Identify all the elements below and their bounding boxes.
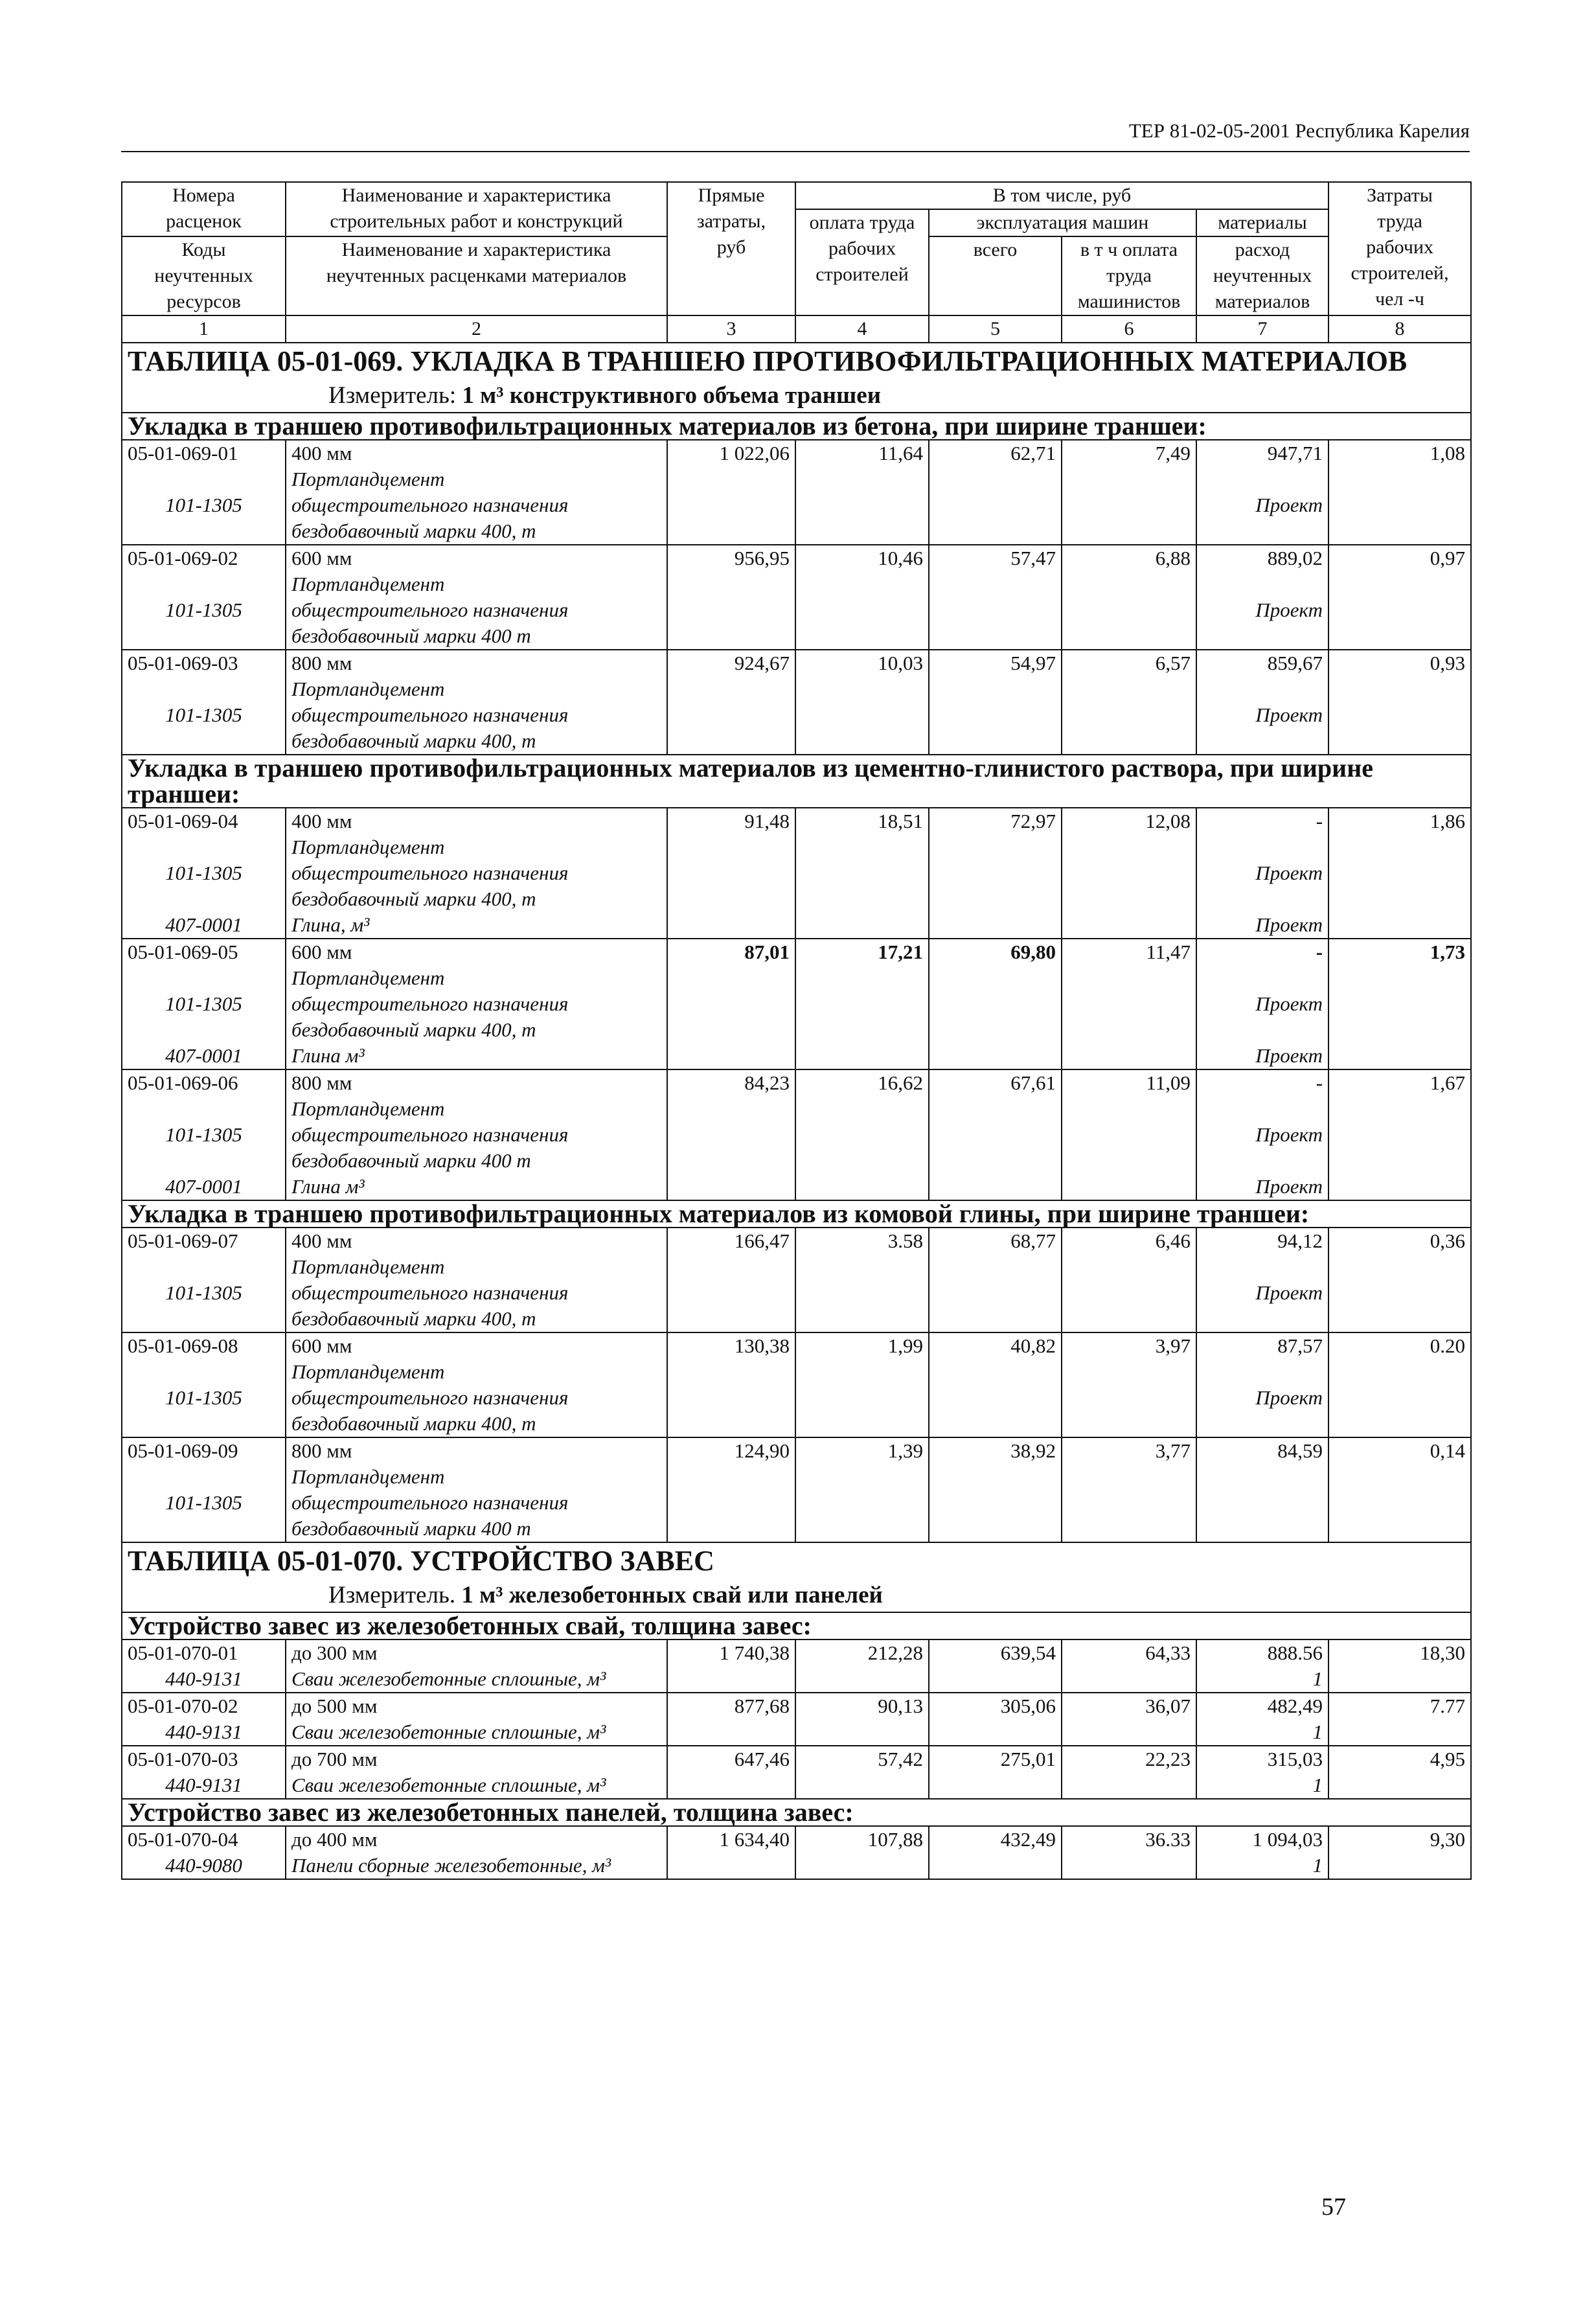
machines-cell: 72,97 [929, 808, 1062, 939]
machines-cell: 57,47 [929, 545, 1062, 650]
materials-value: - [1316, 941, 1323, 963]
work-name: 800 мм [291, 1439, 352, 1462]
rate-code-cell [122, 939, 286, 1069]
machines-cell: 68,77 [929, 1228, 1062, 1332]
resource-value: Проект [1255, 1123, 1323, 1146]
spacer [128, 1148, 280, 1174]
resource-code: 101-1305 [165, 1491, 242, 1514]
resource-value: Проект [1255, 862, 1323, 884]
resource-name-line: Портландцемент [291, 573, 445, 595]
resource-value: 1 [1312, 1720, 1323, 1743]
meter-prefix: Измеритель: [328, 382, 457, 409]
spacer [1202, 1148, 1323, 1174]
materials-value: 1 094,03 [1252, 1828, 1323, 1851]
resource-value: Проект [1255, 599, 1323, 621]
spacer [128, 1516, 280, 1542]
spacer [1202, 1464, 1323, 1490]
spacer [1202, 1096, 1323, 1122]
work-name-cell [286, 545, 667, 650]
resource-name-line: общестроительного назначения [291, 1491, 569, 1514]
table-row [122, 1640, 1471, 1693]
labor-hours-cell: 0,97 [1328, 545, 1471, 650]
spacer [128, 886, 280, 912]
table-title: ТАБЛИЦА 05-01-069. УКЛАДКА В ТРАНШЕЮ ПРОТИВОФИЛЬТРАЦИОННЫХ МАТЕРИАЛОВ [128, 345, 1408, 377]
resource-code: 440-9131 [165, 1720, 242, 1743]
rate-code-cell [122, 808, 286, 939]
materials-cell [1196, 1746, 1328, 1799]
table-title-row [122, 1542, 1471, 1612]
rate-code: 05-01-070-04 [128, 1828, 238, 1851]
resource-value: Проект [1255, 1386, 1323, 1409]
materials-cell [1196, 1228, 1328, 1332]
labor-hours-cell: 0,93 [1328, 650, 1471, 755]
rate-code: 05-01-069-02 [128, 547, 238, 569]
spacer [1202, 466, 1323, 492]
table-row [122, 440, 1471, 545]
meter-value: 1 м³ железобетонных свай или панелей [461, 1582, 883, 1608]
machinist-pay-cell: 6,88 [1062, 545, 1196, 650]
resource-name-line: Глина м³ [291, 1044, 365, 1067]
table-title-cell [122, 1542, 1471, 1612]
machinist-pay-cell: 36,07 [1062, 1693, 1196, 1746]
resource-name-line: Портландцемент [291, 1097, 445, 1120]
resource-name-line: бездобавочный марки 400, т [291, 520, 536, 542]
resource-name-line: бездобавочный марки 400, т [291, 1412, 536, 1435]
rate-code-cell [122, 1826, 286, 1879]
col-header-including: В том числе, руб [795, 182, 1328, 209]
table-row [122, 1693, 1471, 1746]
labor-pay-cell: 16,62 [795, 1069, 929, 1200]
resource-name-line: Глина м³ [291, 1175, 365, 1198]
table-meter [128, 1579, 1465, 1612]
labor-hours-cell: 1,67 [1328, 1069, 1471, 1200]
rate-code-cell [122, 1437, 286, 1542]
work-name-cell [286, 1826, 667, 1879]
resource-name-line: общестроительного назначения [291, 1281, 569, 1304]
col-header-material-name: Наименование и характеристика неучтенных расценками материалов [286, 236, 667, 315]
section-heading: Укладка в траншею противофильтрационных материалов из комовой глины, при ширине траншеи: [122, 1200, 1471, 1228]
rate-code-cell [122, 650, 286, 755]
rate-code: 05-01-069-07 [128, 1229, 238, 1252]
resource-value: 1 [1312, 1774, 1323, 1796]
spacer [1202, 1017, 1323, 1043]
table-row [122, 1069, 1471, 1200]
resource-value: Проект [1255, 1175, 1323, 1198]
materials-cell [1196, 1693, 1328, 1746]
meter-value: 1 м³ конструктивного объема траншеи [462, 382, 882, 409]
materials-value: 888.56 [1267, 1641, 1323, 1664]
col-header-labor-costs: Затраты труда рабочих строителей, чел -ч [1328, 182, 1471, 315]
machines-cell: 67,61 [929, 1069, 1062, 1200]
resource-name-line: Панели сборные железобетонные, м³ [291, 1854, 611, 1877]
machines-cell: 432,49 [929, 1826, 1062, 1879]
resource-code: 407-0001 [165, 913, 242, 936]
document-header: ТЕР 81-02-05-2001 Республика Карелия [1128, 119, 1470, 142]
resource-name-line: Сваи железобетонные сплошные, м³ [291, 1720, 606, 1743]
spacer [128, 1411, 280, 1437]
table-row [122, 545, 1471, 650]
resource-value: Проект [1255, 494, 1323, 516]
table-row [122, 1437, 1471, 1542]
col-header-labor-pay: оплата труда рабочих строителей [795, 209, 929, 315]
col-header-machines-total: всего [929, 236, 1062, 315]
section-heading: Устройство завес из железобетонных свай, толщина завес: [122, 1612, 1471, 1640]
work-name: 600 мм [291, 1334, 352, 1357]
meter-prefix: Измеритель. [328, 1582, 456, 1608]
spacer [128, 728, 280, 754]
labor-pay-cell: 107,88 [795, 1826, 929, 1879]
machinist-pay-cell: 3,97 [1062, 1332, 1196, 1437]
resource-name-line: Портландцемент [291, 468, 445, 490]
resource-name-line: Портландцемент [291, 1360, 445, 1383]
resource-code: 101-1305 [165, 599, 242, 621]
resource-name-line: бездобавочный марки 400, т [291, 887, 536, 910]
materials-cell [1196, 939, 1328, 1069]
rate-code-cell [122, 1332, 286, 1437]
section-heading: Укладка в траншею противофильтрационных материалов из бетона, при ширине траншеи: [122, 413, 1471, 440]
labor-hours-cell: 4,95 [1328, 1746, 1471, 1799]
work-name: 400 мм [291, 810, 352, 832]
spacer [1202, 834, 1323, 860]
rate-code: 05-01-069-05 [128, 941, 238, 963]
resource-name-line: общестроительного назначения [291, 992, 569, 1015]
spacer [1202, 965, 1323, 991]
col-header-resource-codes: Коды неучтенных ресурсов [122, 236, 286, 315]
col-header-materials: материалы [1196, 209, 1328, 236]
resource-code: 101-1305 [165, 862, 242, 884]
resource-code: 101-1305 [165, 1123, 242, 1146]
work-name-cell [286, 1693, 667, 1746]
resource-code: 440-9131 [165, 1667, 242, 1690]
labor-pay-cell: 3.58 [795, 1228, 929, 1332]
rate-code-cell [122, 545, 286, 650]
spacer [128, 1359, 280, 1385]
machinist-pay-cell: 6,46 [1062, 1228, 1196, 1332]
materials-cell [1196, 1640, 1328, 1693]
materials-cell [1196, 1332, 1328, 1437]
direct-cost-cell: 130,38 [667, 1332, 795, 1437]
section-heading: Устройство завес из железобетонных панелей, толщина завес: [122, 1799, 1471, 1826]
work-name-cell [286, 1228, 667, 1332]
col-header-work-name: Наименование и характеристика строительных работ и конструкций [286, 182, 667, 236]
materials-value: - [1316, 810, 1323, 832]
machinist-pay-cell: 6,57 [1062, 650, 1196, 755]
direct-cost-cell: 1 022,06 [667, 440, 795, 545]
materials-value: 94,12 [1277, 1229, 1323, 1252]
resource-code: 101-1305 [165, 1386, 242, 1409]
rate-code-cell [122, 1746, 286, 1799]
rate-code: 05-01-070-01 [128, 1641, 238, 1664]
materials-value: - [1316, 1071, 1323, 1094]
work-name: 800 мм [291, 1071, 352, 1094]
table-meter [128, 380, 1465, 412]
col-header-machines: эксплуатация машин [929, 209, 1196, 236]
resource-name-line: бездобавочный марки 400 т [291, 1517, 531, 1540]
direct-cost-cell: 91,48 [667, 808, 795, 939]
rate-code-cell [122, 1640, 286, 1693]
col-header-machinist-pay: в т ч оплата труда машинистов [1062, 236, 1196, 315]
table-title-cell [122, 343, 1471, 413]
col-header-unaccounted-materials: расход неучтенных материалов [1196, 236, 1328, 315]
rate-code: 05-01-069-09 [128, 1439, 238, 1462]
labor-hours-cell: 1,08 [1328, 440, 1471, 545]
resource-name-line: Глина, м³ [291, 913, 370, 936]
spacer [1202, 1254, 1323, 1280]
rate-code: 05-01-069-04 [128, 810, 238, 832]
rate-code: 05-01-069-06 [128, 1071, 238, 1094]
work-name-cell [286, 650, 667, 755]
resource-name-line: Портландцемент [291, 966, 445, 989]
spacer [128, 518, 280, 544]
spacer [1202, 886, 1323, 912]
section-heading-row [122, 413, 1471, 440]
materials-cell [1196, 1069, 1328, 1200]
resource-value: Проект [1255, 913, 1323, 936]
labor-hours-cell: 0,14 [1328, 1437, 1471, 1542]
resource-name-line: бездобавочный марки 400, т [291, 1018, 536, 1041]
resource-value: Проект [1255, 703, 1323, 726]
resource-name-line: Портландцемент [291, 836, 445, 858]
resource-code: 101-1305 [165, 1281, 242, 1304]
spacer [1202, 1359, 1323, 1385]
machines-cell: 40,82 [929, 1332, 1062, 1437]
direct-cost-cell: 877,68 [667, 1693, 795, 1746]
machinist-pay-cell: 64,33 [1062, 1640, 1196, 1693]
labor-pay-cell: 17,21 [795, 939, 929, 1069]
spacer [128, 1254, 280, 1280]
work-name-cell [286, 1069, 667, 1200]
work-name: 400 мм [291, 442, 352, 464]
spacer [128, 466, 280, 492]
resource-name-line: бездобавочный марки 400, т [291, 729, 536, 752]
spacer [1202, 1411, 1323, 1437]
labor-pay-cell: 212,28 [795, 1640, 929, 1693]
machinist-pay-cell: 7,49 [1062, 440, 1196, 545]
labor-pay-cell: 10,03 [795, 650, 929, 755]
direct-cost-cell: 124,90 [667, 1437, 795, 1542]
direct-cost-cell: 1 740,38 [667, 1640, 795, 1693]
machines-cell: 54,97 [929, 650, 1062, 755]
machinist-pay-cell: 11,09 [1062, 1069, 1196, 1200]
spacer [128, 623, 280, 649]
spacer [1202, 1306, 1323, 1332]
page-number: 57 [1321, 2193, 1346, 2221]
labor-pay-cell: 18,51 [795, 808, 929, 939]
labor-pay-cell: 11,64 [795, 440, 929, 545]
table-title-row [122, 343, 1471, 413]
work-name: до 400 мм [291, 1828, 378, 1851]
resource-value: 1 [1312, 1854, 1323, 1877]
column-numbers-row: 1 2 3 4 5 6 7 8 [122, 315, 1471, 343]
spacer [128, 1096, 280, 1122]
direct-cost-cell: 84,23 [667, 1069, 795, 1200]
resource-code: 101-1305 [165, 494, 242, 516]
rate-code-cell [122, 440, 286, 545]
direct-cost-cell: 647,46 [667, 1746, 795, 1799]
spacer [128, 676, 280, 702]
rate-code-cell [122, 1228, 286, 1332]
resource-name-line: Сваи железобетонные сплошные, м³ [291, 1774, 606, 1796]
labor-hours-cell: 1,73 [1328, 939, 1471, 1069]
section-heading-row [122, 1612, 1471, 1640]
machines-cell: 639,54 [929, 1640, 1062, 1693]
resource-name-line: бездобавочный марки 400, т [291, 1307, 536, 1330]
work-name: до 300 мм [291, 1641, 378, 1664]
table-row [122, 1746, 1471, 1799]
spacer [1202, 518, 1323, 544]
resource-name-line: бездобавочный марки 400 т [291, 624, 531, 647]
machines-cell: 38,92 [929, 1437, 1062, 1542]
work-name: до 500 мм [291, 1695, 378, 1717]
materials-value: 315,03 [1267, 1748, 1323, 1770]
labor-pay-cell: 10,46 [795, 545, 929, 650]
section-heading: Укладка в траншею противофильтрационных материалов из цементно-глинистого раствора, при ширине траншеи: [122, 755, 1471, 808]
labor-hours-cell: 18,30 [1328, 1640, 1471, 1693]
materials-value: 84,59 [1277, 1439, 1323, 1462]
direct-cost-cell: 924,67 [667, 650, 795, 755]
work-name: 600 мм [291, 941, 352, 963]
resource-name-line: Портландцемент [291, 678, 445, 700]
labor-hours-cell: 0,36 [1328, 1228, 1471, 1332]
materials-value: 87,57 [1277, 1334, 1323, 1357]
work-name-cell [286, 1746, 667, 1799]
resource-code: 440-9080 [165, 1854, 242, 1877]
section-heading-row [122, 1799, 1471, 1826]
work-name-cell [286, 1332, 667, 1437]
labor-pay-cell: 57,42 [795, 1746, 929, 1799]
resource-value: Проект [1255, 1044, 1323, 1067]
table-row [122, 1332, 1471, 1437]
work-name-cell [286, 1437, 667, 1542]
rate-code: 05-01-069-08 [128, 1334, 238, 1357]
section-heading-row [122, 755, 1471, 808]
direct-cost-cell: 956,95 [667, 545, 795, 650]
work-name-cell [286, 939, 667, 1069]
resource-code: 407-0001 [165, 1044, 242, 1067]
labor-hours-cell: 9,30 [1328, 1826, 1471, 1879]
spacer [128, 965, 280, 991]
rate-code-cell [122, 1693, 286, 1746]
rate-code-cell [122, 1069, 286, 1200]
resource-name-line: общестроительного назначения [291, 703, 569, 726]
labor-hours-cell: 7.77 [1328, 1693, 1471, 1746]
materials-value: 482,49 [1267, 1695, 1323, 1717]
materials-cell [1196, 545, 1328, 650]
rate-code: 05-01-069-03 [128, 652, 238, 674]
machinist-pay-cell: 3,77 [1062, 1437, 1196, 1542]
materials-value: 859,67 [1267, 652, 1323, 674]
work-name: до 700 мм [291, 1748, 378, 1770]
machines-cell: 305,06 [929, 1693, 1062, 1746]
machines-cell: 62,71 [929, 440, 1062, 545]
materials-value: 947,71 [1267, 442, 1323, 464]
materials-cell [1196, 1826, 1328, 1879]
resource-name-line: общестроительного назначения [291, 1123, 569, 1146]
machinist-pay-cell: 22,23 [1062, 1746, 1196, 1799]
spacer [1202, 676, 1323, 702]
rates-table [121, 181, 1472, 1880]
materials-value: 889,02 [1267, 547, 1323, 569]
direct-cost-cell: 1 634,40 [667, 1826, 795, 1879]
table-row [122, 939, 1471, 1069]
rate-code: 05-01-069-01 [128, 442, 238, 464]
section-heading-row [122, 1200, 1471, 1228]
table-row [122, 1228, 1471, 1332]
table-row [122, 808, 1471, 939]
col-header-rate-numbers: Номера расценок [122, 182, 286, 236]
work-name: 800 мм [291, 652, 352, 674]
resource-code: 101-1305 [165, 992, 242, 1015]
resource-name-line: общестроительного назначения [291, 862, 569, 884]
materials-cell [1196, 650, 1328, 755]
resource-value [1202, 1490, 1323, 1516]
resource-name-line: общестроительного назначения [291, 1386, 569, 1409]
rate-code: 05-01-070-03 [128, 1748, 238, 1770]
machinist-pay-cell: 36.33 [1062, 1826, 1196, 1879]
work-name: 400 мм [291, 1229, 352, 1252]
spacer [128, 1017, 280, 1043]
spacer [128, 834, 280, 860]
machinist-pay-cell: 11,47 [1062, 939, 1196, 1069]
table-title: ТАБЛИЦА 05-01-070. УСТРОЙСТВО ЗАВЕС [128, 1545, 714, 1577]
machinist-pay-cell: 12,08 [1062, 808, 1196, 939]
resource-value: 1 [1312, 1667, 1323, 1690]
header-rule [121, 151, 1470, 152]
spacer [128, 1306, 280, 1332]
labor-pay-cell: 1,99 [795, 1332, 929, 1437]
col-header-direct-costs: Прямые затраты, руб [667, 182, 795, 315]
resource-code: 407-0001 [165, 1175, 242, 1198]
resource-value: Проект [1255, 1281, 1323, 1304]
spacer [1202, 623, 1323, 649]
labor-hours-cell: 0.20 [1328, 1332, 1471, 1437]
direct-cost-cell: 87,01 [667, 939, 795, 1069]
resource-value: Проект [1255, 992, 1323, 1015]
work-name-cell [286, 440, 667, 545]
materials-cell [1196, 440, 1328, 545]
labor-pay-cell: 1,39 [795, 1437, 929, 1542]
table-row [122, 1826, 1471, 1879]
spacer [128, 1464, 280, 1490]
spacer [1202, 728, 1323, 754]
resource-code: 440-9131 [165, 1774, 242, 1796]
resource-name-line: общестроительного назначения [291, 599, 569, 621]
resource-name-line: Портландцемент [291, 1255, 445, 1278]
spacer [1202, 571, 1323, 597]
rate-code: 05-01-070-02 [128, 1695, 238, 1717]
materials-cell [1196, 1437, 1328, 1542]
resource-code: 101-1305 [165, 703, 242, 726]
work-name-cell [286, 808, 667, 939]
labor-hours-cell: 1,86 [1328, 808, 1471, 939]
labor-pay-cell: 90,13 [795, 1693, 929, 1746]
resource-name-line: Портландцемент [291, 1465, 445, 1488]
work-name: 600 мм [291, 547, 352, 569]
direct-cost-cell: 166,47 [667, 1228, 795, 1332]
table-row [122, 650, 1471, 755]
machines-cell: 275,01 [929, 1746, 1062, 1799]
materials-cell [1196, 808, 1328, 939]
work-name-cell [286, 1640, 667, 1693]
machines-cell: 69,80 [929, 939, 1062, 1069]
spacer [1202, 1516, 1323, 1542]
spacer [128, 571, 280, 597]
resource-name-line: бездобавочный марки 400 т [291, 1149, 531, 1172]
resource-name-line: общестроительного назначения [291, 494, 569, 516]
resource-name-line: Сваи железобетонные сплошные, м³ [291, 1667, 606, 1690]
